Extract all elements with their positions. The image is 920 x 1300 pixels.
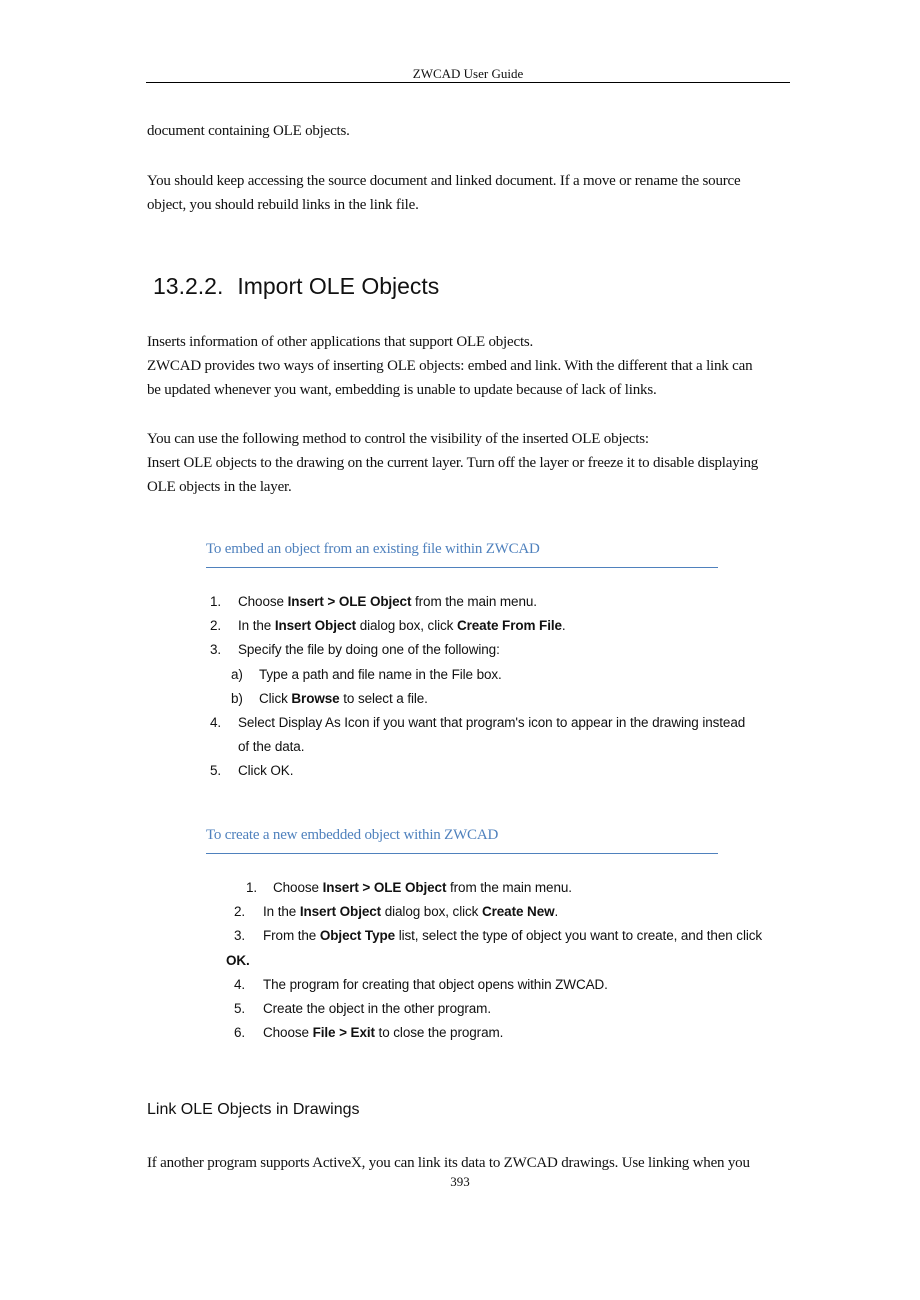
- list-name: Object Type: [319, 928, 396, 944]
- create-step-6: [226, 1021, 790, 1045]
- step-text: list, select the type of object you want to create, and then click: [395, 928, 763, 944]
- step-number: 5.: [234, 1001, 246, 1017]
- embed-substep-b: [210, 687, 790, 711]
- embed-substep-a: [210, 663, 790, 687]
- create-step-2: [226, 900, 790, 924]
- option-name: Create New: [481, 904, 555, 920]
- embed-steps-list: [210, 590, 790, 784]
- step-text: Create the object in the other program.: [263, 1001, 491, 1017]
- step-text: In the: [238, 618, 275, 634]
- link-paragraph: [147, 1151, 790, 1175]
- section-p1-line1: Inserts information of other applications that support OLE objects.: [147, 334, 534, 350]
- embed-step-2: [210, 614, 790, 638]
- menu-path: File > Exit: [312, 1025, 375, 1041]
- step-text: Click OK.: [238, 763, 294, 779]
- page-header: [146, 66, 790, 83]
- step-text: Type a path and file name in the File box.: [259, 666, 502, 682]
- link-p1-text: If another program supports ActiveX, you can link its data to ZWCAD drawings. Use linking when you: [147, 1155, 750, 1171]
- option-name: Create From File: [456, 618, 562, 634]
- create-step-3: [226, 924, 790, 948]
- intro-p2-line2: object, you should rebuild links in the link file.: [147, 197, 419, 213]
- step-number: 1.: [210, 594, 222, 609]
- section-paragraph-1: [147, 330, 790, 402]
- step-text: dialog box, click: [381, 904, 482, 920]
- button-name: Browse: [291, 690, 340, 706]
- step-text: of the data.: [238, 739, 305, 755]
- menu-path: Insert > OLE Object: [287, 594, 412, 609]
- step-number: 2.: [234, 904, 246, 920]
- step-text: Click: [259, 690, 292, 706]
- embed-step-5: [210, 759, 790, 783]
- embed-step-4: [210, 711, 790, 735]
- step-number: 4.: [234, 976, 246, 992]
- step-number: 4.: [210, 715, 222, 731]
- button-name: OK.: [226, 952, 250, 968]
- intro-paragraph-1: [147, 119, 790, 143]
- step-text: from the main menu.: [446, 880, 572, 895]
- section-p2-line2: Insert OLE objects to the drawing on the current layer. Turn off the layer or freeze it to disable displaying: [147, 455, 759, 471]
- embed-title-text: To embed an object from an existing file within ZWCAD: [206, 541, 540, 557]
- dialog-name: Insert Object: [274, 618, 357, 634]
- section-p2-line3: OLE objects in the layer.: [147, 479, 292, 495]
- dialog-name: Insert Object: [299, 904, 382, 920]
- create-step-5: [226, 997, 790, 1021]
- embed-procedure-title: [206, 538, 718, 568]
- substep-letter: a): [231, 666, 243, 682]
- step-number: 5.: [210, 763, 222, 779]
- section-p2-line1: You can use the following method to control the visibility of the inserted OLE objects:: [147, 431, 649, 447]
- section-number: 13.2.2.: [153, 273, 224, 299]
- step-number: 1.: [246, 880, 258, 895]
- section-p1-line3: be updated whenever you want, embedding is unable to update because of lack of links.: [147, 382, 657, 398]
- create-title-text: To create a new embedded object within ZWCAD: [206, 827, 499, 843]
- create-steps-list: [226, 876, 790, 1045]
- intro-p1-text: document containing OLE objects.: [147, 123, 350, 139]
- step-text: Choose: [238, 594, 288, 609]
- step-text: Specify the file by doing one of the following:: [238, 642, 500, 658]
- section-title: Import OLE Objects: [237, 273, 440, 299]
- embed-step-1: [210, 590, 790, 614]
- intro-p2-line1: You should keep accessing the source document and linked document. If a move or rename the source: [147, 173, 741, 189]
- step-text: from the main menu.: [411, 594, 537, 609]
- create-procedure-title: [206, 824, 718, 854]
- step-number: 3.: [234, 928, 246, 944]
- step-text: In the: [263, 904, 300, 920]
- step-text: Choose: [263, 1025, 313, 1041]
- step-text: Choose: [273, 880, 323, 895]
- intro-paragraph-2: [147, 169, 790, 217]
- step-text: Select Display As Icon if you want that program's icon to appear in the drawing instead: [238, 715, 746, 731]
- menu-path: Insert > OLE Object: [322, 880, 447, 895]
- step-text: The program for creating that object opens within ZWCAD.: [263, 976, 608, 992]
- section-p1-line2: ZWCAD provides two ways of inserting OLE objects: embed and link. With the different that a link can: [147, 358, 753, 374]
- step-text: dialog box, click: [356, 618, 457, 634]
- substep-letter: b): [231, 690, 243, 706]
- header-title: ZWCAD User Guide: [412, 66, 524, 81]
- page-number-text: 393: [450, 1174, 470, 1189]
- step-text: .: [561, 618, 566, 634]
- create-step-1: [226, 876, 790, 900]
- page-number: [0, 1174, 920, 1190]
- step-text: From the: [263, 928, 320, 944]
- create-step-4: [226, 973, 790, 997]
- step-number: 2.: [210, 618, 222, 634]
- step-number: 3.: [210, 642, 222, 658]
- step-text: .: [554, 904, 559, 920]
- section-paragraph-2: [147, 427, 790, 499]
- step-text: to close the program.: [374, 1025, 504, 1041]
- link-subheading: [147, 1098, 360, 1122]
- step-text: to select a file.: [339, 690, 428, 706]
- embed-step-4-continued: [210, 735, 790, 759]
- section-heading: [153, 270, 439, 302]
- link-heading-text: Link OLE Objects in Drawings: [147, 1101, 360, 1118]
- create-step-3-continued: [226, 949, 790, 973]
- step-number: 6.: [234, 1025, 246, 1041]
- embed-step-3: [210, 638, 790, 662]
